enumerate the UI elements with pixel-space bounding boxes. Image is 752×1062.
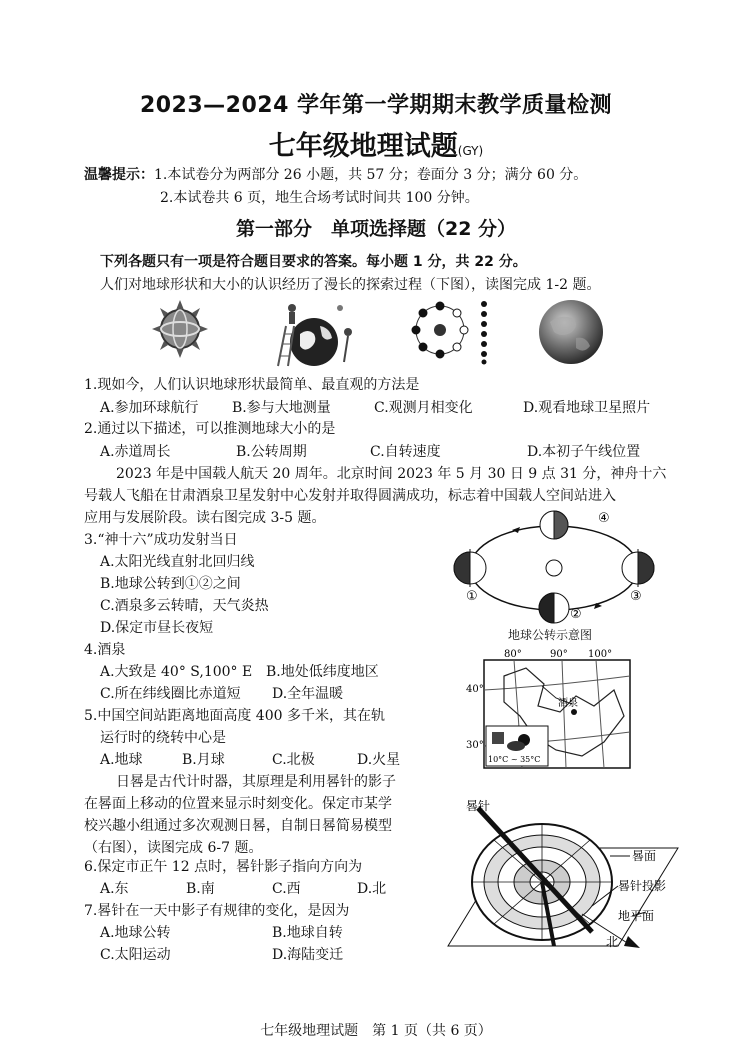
map-lon-100: 100° — [588, 649, 613, 660]
passage1-line2: 号载人飞船在甘肃酒泉卫星发射中心发射并取得圆满成功，标志着中国载人空间站进入 — [84, 488, 616, 504]
map-lon-80: 80° — [504, 649, 522, 660]
passage2-line2: 在晷面上移动的位置来显示时刻变化。保定市某学 — [84, 796, 392, 812]
map-city-label: 酒泉 — [558, 698, 578, 709]
cloud-icon — [492, 732, 504, 744]
map-lat-40: 40° — [466, 684, 484, 695]
q1-option-b: B.参与大地测量 — [232, 400, 331, 416]
passage1-line1: 2023 年是中国载人航天 20 周年。北京时间 2023 年 5 月 30 日 9 点 31 分，神舟十六 — [116, 466, 667, 482]
q1-option-a: A.参加环球航行 — [100, 400, 199, 416]
q3-option-b: B.地球公转到①②之间 — [100, 576, 241, 592]
passage2-line4: （右图），读图完成 6-7 题。 — [84, 840, 263, 856]
section-title: 第一部分 单项选择题（22 分） — [235, 218, 517, 240]
sundial-north-label: 北 — [606, 935, 619, 949]
q4-option-a: A.大致是 40° S,100° E — [100, 664, 253, 680]
q4-option-b: B.地处低纬度地区 — [266, 664, 379, 680]
subtitle-text: 七年级地理试题 — [268, 131, 458, 162]
q2-option-c: C.自转速度 — [370, 444, 441, 460]
sundial-needle-label: 晷针 — [466, 799, 491, 813]
orbit-label-1: ① — [466, 589, 478, 604]
q5-option-b: B.月球 — [182, 752, 225, 768]
passage2-line1: 日晷是古代计时器，其原理是利用晷针的影子 — [116, 774, 396, 790]
q1-option-d: D.观看地球卫星照片 — [523, 400, 651, 416]
q2-option-b: B.公转周期 — [236, 444, 307, 460]
sundial-ground-label: 地平面 — [618, 909, 655, 923]
passage2-line3: 校兴趣小组通过多次观测日晷，自制日晷简易模型 — [84, 818, 392, 834]
page-footer: 七年级地理试题 第 1 页（共 6 页） — [260, 1023, 492, 1039]
q4-option-d: D.全年温暖 — [272, 686, 344, 702]
jiuquan-marker — [571, 709, 577, 715]
orbit-caption: 地球公转示意图 — [508, 628, 593, 642]
satellite-earth-photo — [536, 298, 606, 366]
q5-stem-line2: 运行时的绕转中心是 — [100, 730, 226, 746]
sundial-model — [442, 796, 682, 956]
q5-stem-line1: 5.中国空间站距离地面高度 400 多千米，其在轨 — [84, 708, 385, 724]
tips-text-1: 1.本试卷分为两部分 26 小题，共 57 分；卷面分 3 分；满分 60 分。 — [154, 167, 588, 183]
sundial-face-label: 晷面 — [632, 849, 657, 863]
earth-orbit-diagram — [452, 508, 660, 628]
q4-stem: 4.酒泉 — [84, 642, 126, 658]
q7-option-b: B.地球自转 — [272, 925, 343, 941]
q3-option-d: D.保定市昼长夜短 — [100, 620, 214, 636]
passage1-line3: 应用与发展阶段。读右图完成 3-5 题。 — [84, 510, 326, 526]
q2-option-a: A.赤道周长 — [100, 444, 171, 460]
q4-option-c: C.所在纬线圈比赤道短 — [100, 686, 241, 702]
q6-option-b: B.南 — [186, 881, 215, 897]
q7-option-c: C.太阳运动 — [100, 947, 171, 963]
q6-option-c: C.西 — [272, 881, 301, 897]
q3-option-c: C.酒泉多云转晴，天气炎热 — [100, 598, 269, 614]
tips-label: 温馨提示： — [84, 167, 154, 183]
orbit-label-2: ② — [570, 607, 582, 622]
earth-measurement-image — [264, 296, 354, 368]
weather-temperature: 10°C ~ 35°C — [488, 755, 541, 764]
q6-option-d: D.北 — [357, 881, 387, 897]
q2-option-d: D.本初子午线位置 — [527, 444, 641, 460]
q3-stem: 3.“神十六”成功发射当日 — [84, 532, 238, 548]
tips-line-1 — [84, 164, 587, 184]
q7-option-d: D.海陆变迁 — [272, 947, 344, 963]
moon-phase-image — [400, 296, 492, 366]
q1-option-c: C.观测月相变化 — [374, 400, 473, 416]
q6-option-a: A.东 — [100, 881, 129, 897]
sundial-shadow-label: 晷针投影 — [618, 879, 667, 893]
subtitle-code: (GY) — [457, 144, 484, 158]
map-lat-30: 30° — [466, 740, 484, 751]
q1-stem: 1.现如今，人们认识地球形状最简单、最直观的方法是 — [84, 377, 420, 393]
armillary-globe-image — [150, 298, 210, 360]
jiuquan-map — [464, 646, 644, 774]
q6-stem: 6.保定市正午 12 点时，晷针影子指向方向为 — [84, 859, 363, 875]
orbit-label-4: ④ — [598, 511, 610, 526]
exam-subtitle — [0, 124, 752, 163]
q7-stem: 7.晷针在一天中影子有规律的变化，是因为 — [84, 903, 350, 919]
section-intro: 人们对地球形状和大小的认识经历了漫长的探索过程（下图），读图完成 1-2 题。 — [100, 277, 601, 293]
q5-option-c: C.北极 — [272, 752, 315, 768]
orbit-label-3: ③ — [630, 589, 642, 604]
q2-stem: 2.通过以下描述，可以推测地球大小的是 — [84, 421, 336, 437]
q5-option-d: D.火星 — [357, 752, 401, 768]
exam-title: 2023—2024 学年第一学期期末教学质量检测 — [139, 93, 613, 118]
q7-option-a: A.地球公转 — [100, 925, 171, 941]
section-instruction: 下列各题只有一项是符合题目要求的答案。每小题 1 分，共 22 分。 — [100, 254, 527, 270]
tips-line-2: 2.本试卷共 6 页，地生合场考试时间共 100 分钟。 — [160, 190, 479, 206]
q3-option-a: A.太阳光线直射北回归线 — [100, 554, 255, 570]
map-lon-90: 90° — [550, 649, 568, 660]
q5-option-a: A.地球 — [100, 752, 143, 768]
